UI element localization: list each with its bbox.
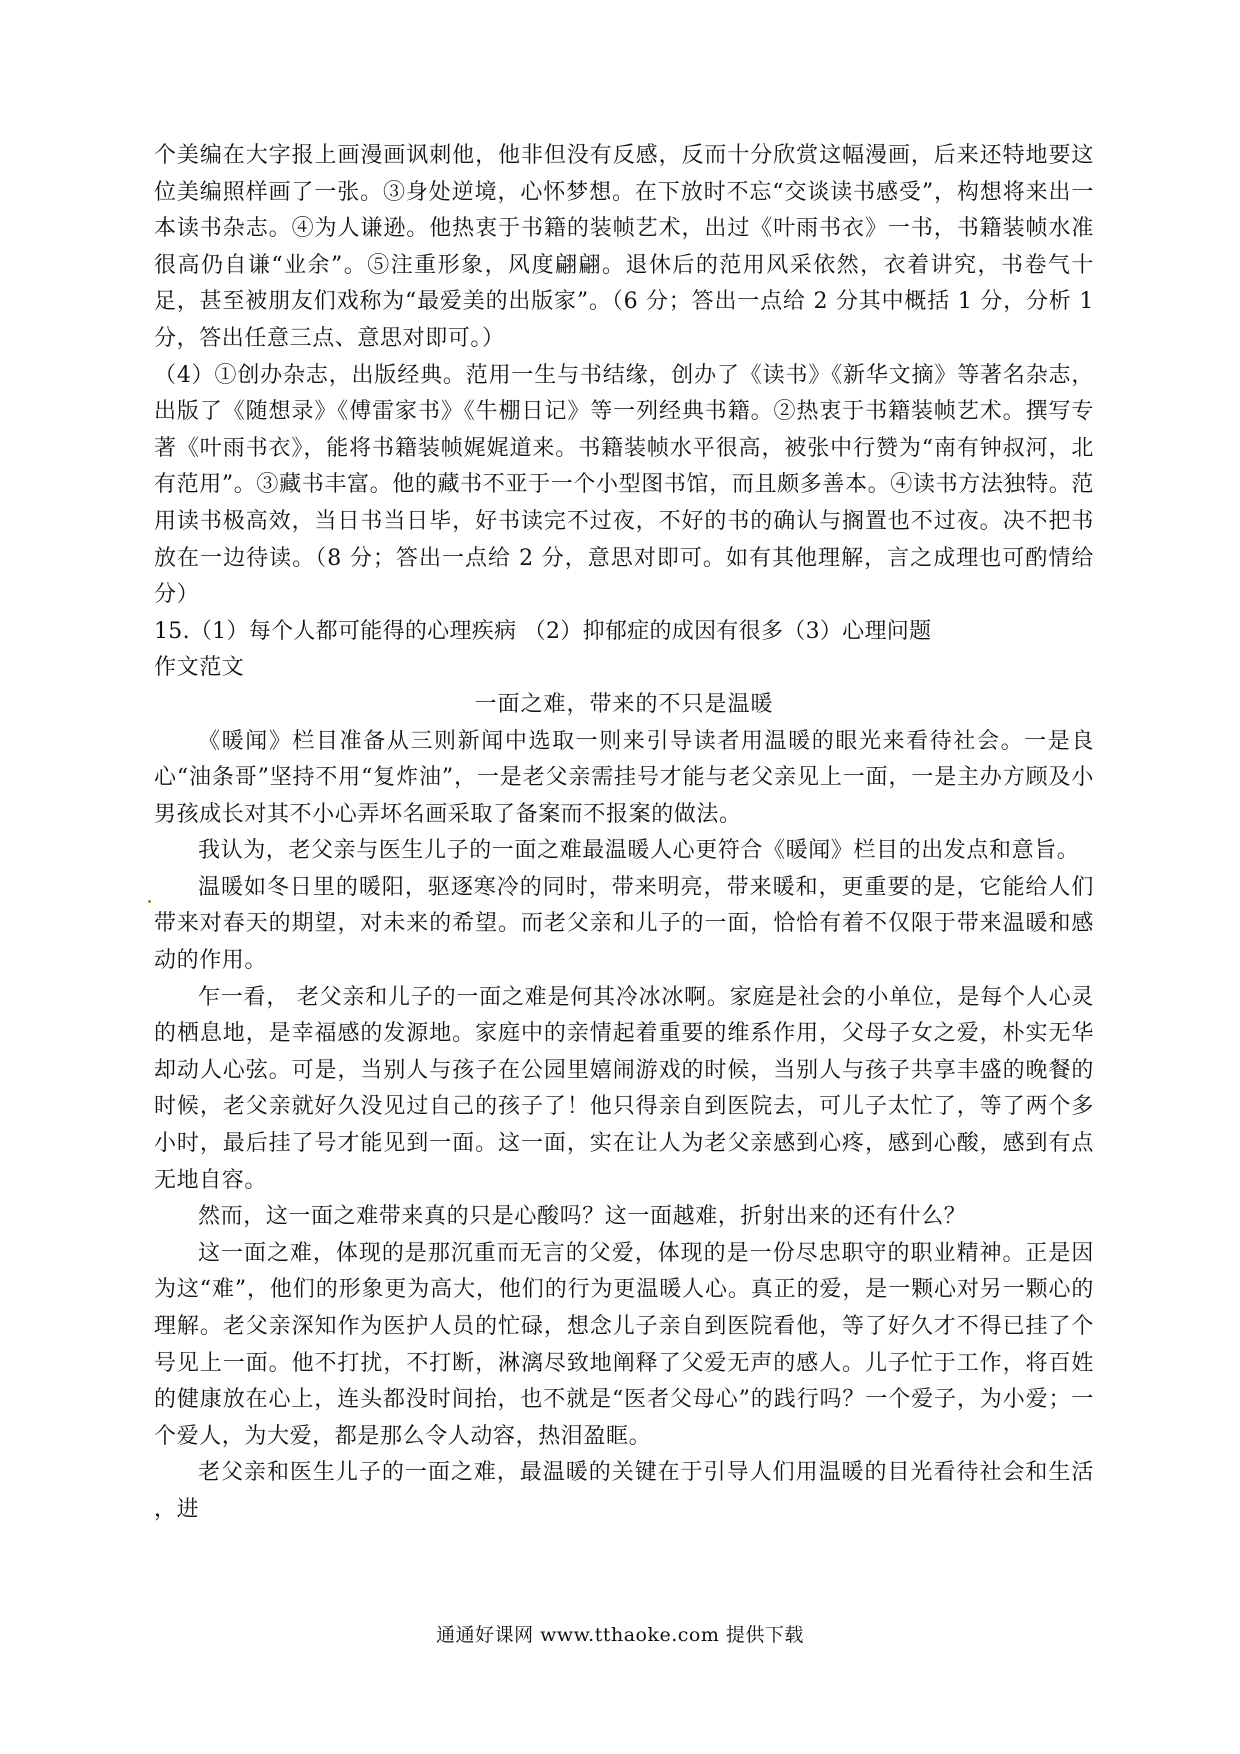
page-footer: 通通好课网 www.tthaoke.com 提供下载 — [436, 1624, 804, 1646]
page-content — [154, 138, 1094, 1529]
essay-paragraph-5: 然而，这一面之难带来真的只是心酸吗？这一面越难，折射出来的还有什么？ — [198, 1204, 967, 1230]
answer-part4: （4）①创办杂志，出版经典。范用一生与书结缘，创办了《读书》《新华文摘》等著名杂志，出版了《随想录》《傅雷家书》《牛棚日记》等一列经典书籍。②热衷于书籍装帧艺术。撰写专著《叶雨书衣》，能将书籍装帧娓娓道来。书籍装帧水平很高，被张中行赞为“南有钟叔河，北有范用”。③藏书丰富。他的藏书不亚于一个小型图书馆，而且颇多善本。④读书方法独特。范用读书极高效，当日书当日毕，好书读完不过夜，不好的书的确认与搁置也不过夜。决不把书放在一边待读。（8 分；答出一点给 2 分，意思对即可。如有其他理解，言之成理也可酌情给分） — [154, 362, 1094, 608]
essay-paragraph-1: 《暖闻》栏目准备从三则新闻中选取一则来引导读者用温暖的眼光来看待社会。一是良心“油条哥”坚持不用“复炸油”，一是老父亲需挂号才能与老父亲见上一面，一是主办方顾及小男孩成长对其不小心弄坏名画采取了备案而不报案的做法。 — [154, 728, 1094, 827]
essay-paragraph-2: 我认为，老父亲与医生儿子的一面之难最温暖人心更符合《暖闻》栏目的出发点和意旨。 — [198, 838, 1080, 864]
essay-paragraph-7: 老父亲和医生儿子的一面之难，最温暖的关键在于引导人们用温暖的目光看待社会和生活 ，进 — [154, 1460, 1094, 1522]
essay-title: 一面之难，带来的不只是温暖 — [474, 691, 774, 717]
essay-heading: 作文范文 — [154, 655, 245, 681]
answer-part3-continued: 个美编在大字报上画漫画讽刺他，他非但没有反感，反而十分欣赏这幅漫画，后来还特地要这位美编照样画了一张。③身处逆境，心怀梦想。在下放时不忘“交谈读书感受”，构想将来出一本读书杂志。④为人谦逊。他热衷于书籍的装帧艺术，出过《叶雨书衣》一书，书籍装帧水准很高仍自谦“业余”。⑤注重形象，风度翩翩。退休后的范用风采依然，衣着讲究，书卷气十足，甚至被朋友们戏称为“最爱美的出版家”。（6 分；答出一点给 2 分其中概括 1 分，分析 1 分，答出任意三点、意思对即可。） — [154, 143, 1094, 351]
essay-paragraph-3: 温暖如冬日里的暖阳，驱逐寒冷的同时，带来明亮，带来暖和，更重要的是，它能给人们带来对春天的期望，对未来的希望。而老父亲和儿子的一面，恰恰有着不仅限于带来温暖和感动的作用。 — [154, 874, 1094, 974]
answer-q15: 15.（1）每个人都可能得的心理疾病 （2）抑郁症的成因有很多（3）心理问题 — [154, 618, 932, 644]
scan-speck — [148, 900, 151, 903]
essay-paragraph-6: 这一面之难，体现的是那沉重而无言的父爱，体现的是一份尽忠职守的职业精神。正是因为这“难”，他们的形象更为高大，他们的行为更温暖人心。真正的爱，是一颗心对另一颗心的理解。老父亲深知作为医护人员的忙碌，想念儿子亲自到医院看他，等了好久才不得已挂了个号见上一面。他不打扰，不打断，淋漓尽致地阐释了父爱无声的感人。儿子忙于工作，将百姓的健康放在心上，连头都没时间抬，也不就是“医者父母心”的践行吗？一个爱子，为小爱；一个爱人，为大爱，都是那么令人动容，热泪盈眶。 — [154, 1240, 1094, 1449]
essay-paragraph-4: 乍一看， 老父亲和儿子的一面之难是何其冷冰冰啊。家庭是社会的小单位，是每个人心灵的栖息地，是幸福感的发源地。家庭中的亲情起着重要的维系作用，父母子女之爱，朴实无华却动人心弦。可是，当别人与孩子在公园里嬉闹游戏的时候，当别人与孩子共享丰盛的晚餐的时候，老父亲就好久没见过自己的孩子了！他只得亲自到医院去，可儿子太忙了，等了两个多小时，最后挂了号才能见到一面。这一面，实在让人为老父亲感到心疼，感到心酸，感到有点无地自容。 — [154, 984, 1094, 1193]
